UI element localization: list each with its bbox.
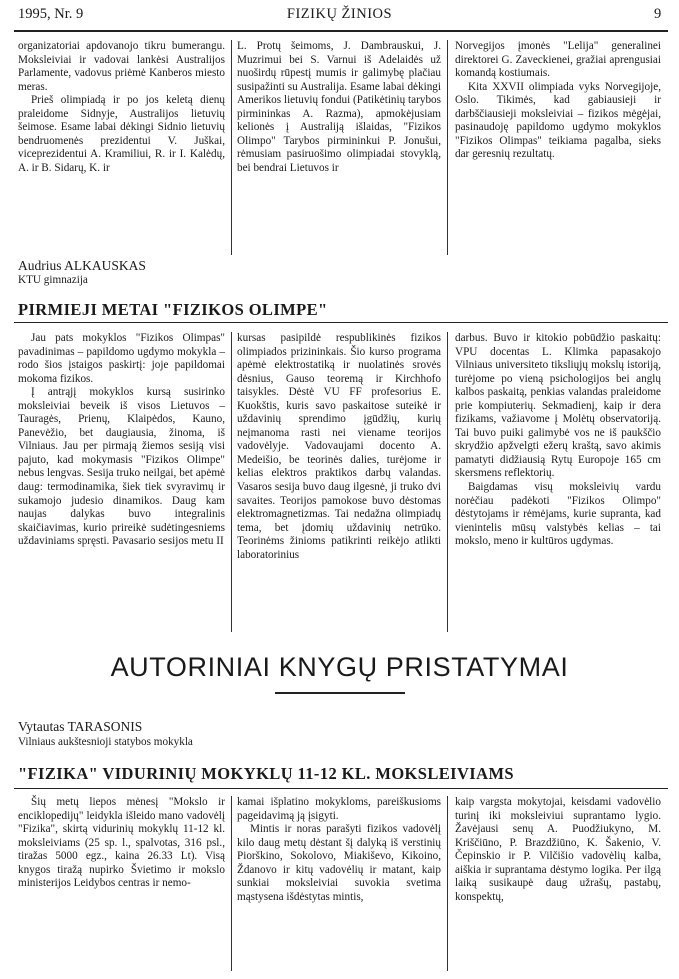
article2-column-1 <box>18 796 225 891</box>
column-divider <box>231 796 232 971</box>
paragraph: kaip vargsta mokytojai, keisdami vadovėlio turinį iki moksleiviui suprantamo lygio. Žavėjausi senų A. Puodžiukyno, M. Kriščiūno, P. Brazdžiūno, K. Šakenio, V. Čepinskio ir P. Vilčišio vadovėlių kalba, aiškia ir suprantama dėstymo logika. Per ilgą laiką susikaupė daug užrašų, pastabų, konspektų, <box>455 796 661 903</box>
section-title-underline <box>275 692 405 694</box>
column-divider <box>447 796 448 971</box>
title-rule <box>14 322 668 323</box>
issue-label: 1995, Nr. 9 <box>18 6 84 22</box>
article-title: "FIZIKA" VIDURINIŲ MOKYKLŲ 11-12 KL. MOKSLEIVIAMS <box>18 764 514 783</box>
paragraph: Jau pats mokyklos "Fizikos Olimpas" pavadinimas – papildomo ugdymo mokykla – rodo šios įstaigos paskirtį: joje papildomai mokoma fizikos. <box>18 332 225 385</box>
paragraph: kamai išplatino mokykloms, pareiškusioms pageidavimą ją įsigyti. <box>237 796 441 822</box>
author-organization: Vilniaus aukštesnioji statybos mokykla <box>18 736 193 748</box>
paragraph: Prieš olimpiadą ir po jos keletą dienų praleidome Sidnyje, Australijos lietuvių šeimose. Esame labai dėkingi Sidnio lietuvių bendruomenės prezidentui V. Juškai, viceprezidentui A. Kramiliui, R. ir I. Kalėdų, A. ir B. Sidarų, K. ir <box>18 94 225 174</box>
top-article-column-1 <box>18 40 225 175</box>
paragraph: organizatoriai apdovanojo tikru bumerangu. Moksleiviai ir vadovai lankėsi Australijos Parlamente, vadovus priėmė Kanberos miesto meras. <box>18 40 225 93</box>
page-number: 9 <box>654 6 662 22</box>
section-title: AUTORINIAI KNYGŲ PRISTATYMAI <box>110 652 569 682</box>
paragraph: Baigdamas visų moksleivių vardu norėčiau padėkoti "Fizikos Olimpo" dėstytojams ir rėmėjams, kurie supranta, kad vienintelis mūsų valstybės kelias – tai mokslo, meno ir kultūros ugdymas. <box>455 481 661 548</box>
title-rule <box>14 788 668 789</box>
article1-column-1 <box>18 332 225 549</box>
paragraph: Norvegijos įmonės "Lelija" generalinei direktorei G. Zaveckienei, gražiai aprengusiai komandą kostiumais. <box>455 40 661 80</box>
paragraph: Šių metų liepos mėnesį "Mokslo ir enciklopedijų" leidykla išleido mano vadovėlį "Fizika", skirtą vidurinių mokyklų 11-12 kl. moksleiviams (25 sp. l., spalvotas, 316 psl., tiražas 5000 egz., kaina 26.33 Lt). Visą knygos tiražą nupirko Švietimo ir mokslo ministerijos Leidybos centras ir nemo- <box>18 796 225 890</box>
column-divider <box>231 332 232 632</box>
column-divider <box>447 332 448 632</box>
column-divider <box>231 40 232 255</box>
article1-column-3 <box>455 332 661 549</box>
article1-column-2 <box>237 332 441 562</box>
paragraph: darbus. Buvo ir kitokio pobūdžio paskaitų: VPU docentas L. Klimka papasakojo Vilniaus universiteto tiksliųjų mokslų istoriją, turėjome po vieną psichologijos bei anglų kalbos paskaitą, penkias valandas praleidome prie kompiuterių. Sekmadienį, kaip ir dera fizikams, važiavome į Molėtų observatoriją. Tai buvo puiki galimybė vos ne iš paukščio skrydžio apžvelgti ežerų kraštą, savo akimis pamatyti didžiausią Rytų Europoje 165 cm skersmens reflektorių. <box>455 332 661 480</box>
column-divider <box>447 40 448 255</box>
author-name: Vytautas TARASONIS <box>18 719 143 734</box>
top-article-column-2 <box>237 40 441 175</box>
author-name: Audrius ALKAUSKAS <box>18 258 146 273</box>
article2-column-3 <box>455 796 661 904</box>
paragraph: L. Protų šeimoms, J. Dambrauskui, J. Muzrimui bei S. Varnui iš Adelaidės už nuoširdų rūpestį mumis ir galimybę plačiau susipažinti su Australija. Esame labai dėkingi Amerikos lietuvių fondui (Patikėtinių tarybos pirmininkas A. Razma), apmokėjusiam kelionės į Australiją išlaidas, "Fizikos Olimpo" Tarybos pirmininkui P. Jonušui, rėmusiam pasiruošimo olimpiadai stovyklą, bei bendrai Lietuvos ir <box>237 40 441 174</box>
paragraph: Į antrąjį mokyklos kursą susirinko moksleiviai beveik iš visos Lietuvos – Tauragės, Prienų, Klaipėdos, Kauno, Panevėžio, bet daugiausia, žinoma, iš Vilniaus. Jau per pirmają žiemos sesiją visi pajuto, kad mokymasis "Fizikos Olimpe" nebus lengvas. Sesija truko neilgai, bet apėmė daug: termodinamika, šiek tiek svyravimų ir sukamojo judesio dinamikos. Daug kam naujas dalykas buvo integralinis skaičiavimas, kurio prireikė sudėtingesniems uždaviniams spręsti. Pavasario sesijos metu II <box>18 386 225 548</box>
top-article-column-3 <box>455 40 661 162</box>
article-title: PIRMIEJI METAI "FIZIKOS OLIMPE" <box>18 300 328 319</box>
article2-column-2 <box>237 796 441 904</box>
header-rule <box>14 30 668 32</box>
paragraph: kursas pasipildė respublikinės fizikos olimpiados prizininkais. Šio kurso programa apėmė elektrostatiką ir nuolatinės srovės dėsnius, Gauso teoremą ir Kirchhofo taisykles. Dėstė VU FF profesorius E. Kuokštis, kuris savo paskaitose suteikė ir uždavinių sprendimo įgūdžių, kurių neįmanoma rasti nei viename teorijos vadovėlyje. Vadovaujami docento A. Medeišio, be teorinės dalies, turėjome ir kelias elektros praktikos darbų valandas. Vasaros sesija buvo daug ilgesnė, ji truko dvi savaites. Teorijos pamokose buvo dėstomas elektromagnetizmas. Tai nedažna olimpiadų tema, bet įdomių uždavinių netrūko. Teorinėms žinioms patikrinti reikėjo atlikti laboratorinius <box>237 332 441 561</box>
author-organization: KTU gimnazija <box>18 274 88 286</box>
journal-title: FIZIKŲ ŽINIOS <box>286 6 393 22</box>
paragraph: Kita XXVII olimpiada vyks Norvegijoje, Oslo. Tikimės, kad gabiausieji ir darbščiausieji moksleiviai – fizikos mėgėjai, pasinaudoję papildomo ugdymo mokyklos "Fizikos Olimpas" teikiama pagalba, sieks dar geresnių rezultatų. <box>455 80 661 161</box>
paragraph: Mintis ir noras parašyti fizikos vadovėlį kilo daug metų dėstant šį dalyką iš verstinių Piorškino, Sokolovo, Miakiševo, Kikoino, Ždanovo ir kitų vadovėlių ir matant, kaip sunkiai moksleiviai suvokia svetima mąstysena išdėstytas mintis, <box>237 823 441 903</box>
